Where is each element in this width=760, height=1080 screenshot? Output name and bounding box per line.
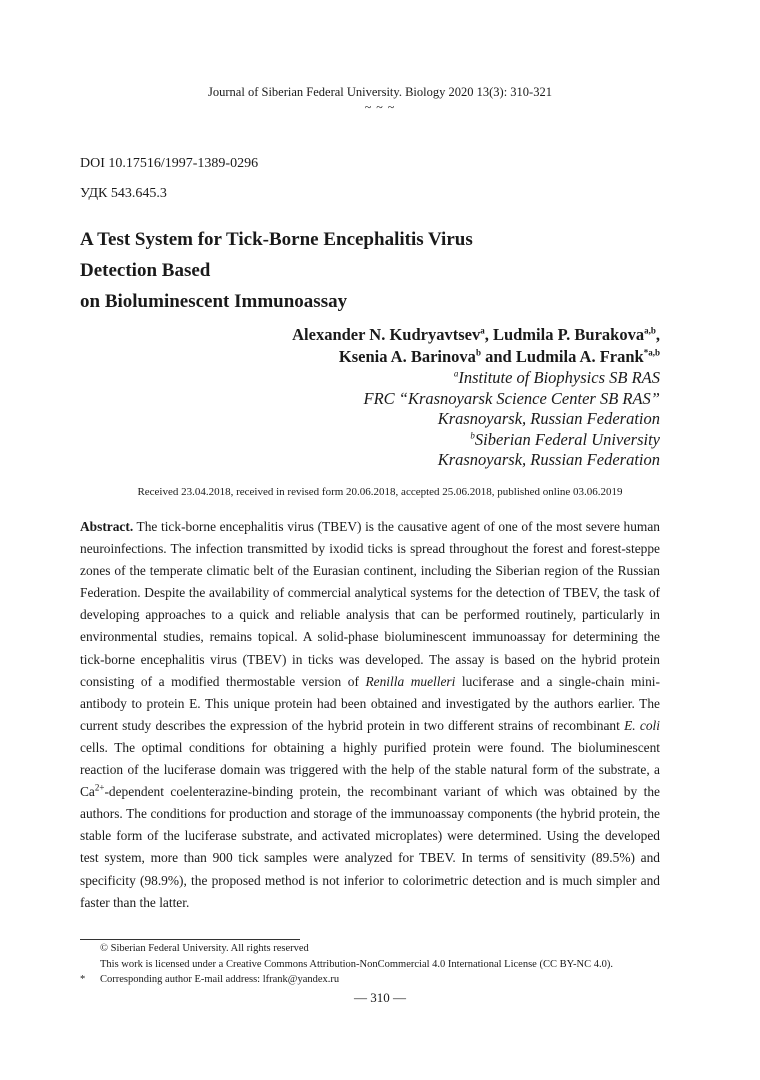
affiliation-city-1: Krasnoyarsk, Russian Federation [437,409,660,428]
author-barinova: Ksenia A. Barinova [338,347,476,366]
page-number: — 310 — [354,990,406,1005]
journal-citation: Journal of Siberian Federal University. Biology 2020 13(3): 310-321 [208,85,552,99]
affiliation-b [363,430,660,451]
affiliation-name: Siberian Federal University [474,429,660,449]
affiliations [363,368,660,471]
author-and: and [485,347,512,366]
author-sup: a,b [644,325,656,336]
doi: DOI 10.17516/1997-1389-0296 [80,156,259,171]
footnote-copyright: © Siberian Federal University. All rights reserved [100,943,309,954]
authors-line-1: Alexander N. Kudryavtsev$^a$, Ludmila P. Burakova$^{a,b}$, [292,325,660,344]
footnote-email: Corresponding author E-mail address: lfrank@yandex.ru [100,974,340,985]
abstract-text: luciferase and a single-chain mini-antibody to protein E. This unique protein had been obtained and investigated by the authors earlier. The current study describes the expression of the hybrid protein in two different strains of recombinant [80,673,660,733]
title-line-2: Detection Based [80,260,211,281]
footnote-license: This work is licensed under a Creative Commons Attribution-NonCommercial 4.0 International License (CC BY-NC 4.0). [100,959,613,970]
ion-charge: 2+ [94,782,105,793]
author-kudryavtsev: Alexander N. Kudryavtsev [292,325,481,344]
abstract-label: Abstract. [80,519,134,534]
author-burakova: Ludmila P. Burakova [492,325,645,344]
author-frank: Ludmila A. Frank [515,347,644,366]
title-line-1: A Test System for Tick-Borne Encephalitis Virus [80,229,473,250]
authors-line-2 [292,346,660,368]
species-name: Renilla muelleri [365,673,456,689]
affiliation-sup: b [470,430,475,440]
affiliation-frc: FRC “Krasnoyarsk Science Center SB RAS” [363,388,660,408]
footnote-divider [80,939,300,940]
footnote-mark: * [80,974,86,985]
author-sup: a [480,325,485,336]
publication-dates: Received 23.04.2018, received in revised form 20.06.2018, accepted 25.06.2018, published online 03.06.2019 [137,486,623,498]
abstract-text: The tick-borne encephalitis virus (TBEV) is the causative agent of one of the most severe human neuroinfections. The infection transmitted by ixodid ticks is spread throughout the forest and forest-steppe zones of the temperate climatic belt of the Eurasian continent, including the Siberian region of the Russian Federation. Despite the availability of commercial analytical systems for the detection of TBEV, the task of developing approaches to a quick and reliable analysis that can be performed routinely, particularly in environmental studies, remains topical. A solid-phase bioluminescent immunoassay for determining the tick-borne encephalitis virus (TBEV) in ticks was developed. The assay is based on the hybrid protein consisting of a modified thermostable version of [80,519,660,689]
affiliation-a [363,368,660,389]
paper-title [80,224,680,317]
abstract-text: cells. The optimal conditions for obtaining a highly purified protein were found. The bioluminescent reaction of the luciferase domain was triggered with the help of the stable natural form of the substrate, a Ca [80,739,660,800]
author-sup: b [475,347,481,358]
title-line-3: on Bioluminescent Immunoassay [80,291,348,312]
author-list [292,324,660,368]
affiliation-city-2: Krasnoyarsk, Russian Federation [437,450,660,469]
abstract [80,516,660,914]
author-sup: *a,b [643,347,660,358]
affiliation-name: Institute of Biophysics SB RAS [458,368,660,387]
footnote-corresponding [80,974,339,985]
organism-name: E. coli [624,717,660,733]
abstract-text: -dependent coelenterazine-binding protein, the recombinant variant of which was obtained by the authors. The conditions for production and storage of the immunoassay components (the hybrid protein, the stable form of the luciferase substrate, and activated microplates) were determined. Using the developed test system, more than 900 tick samples were analyzed for TBEV. In terms of sensitivity (89.5%) and specificity (98.9%), the proposed method is not inferior to colorimetric detection and is much simpler and faster than the latter. [80,784,660,910]
affiliation-sup: a [453,368,459,379]
udk-code: УДК 543.645.3 [80,186,167,201]
header-ornament: ~ ~ ~ [364,100,396,114]
